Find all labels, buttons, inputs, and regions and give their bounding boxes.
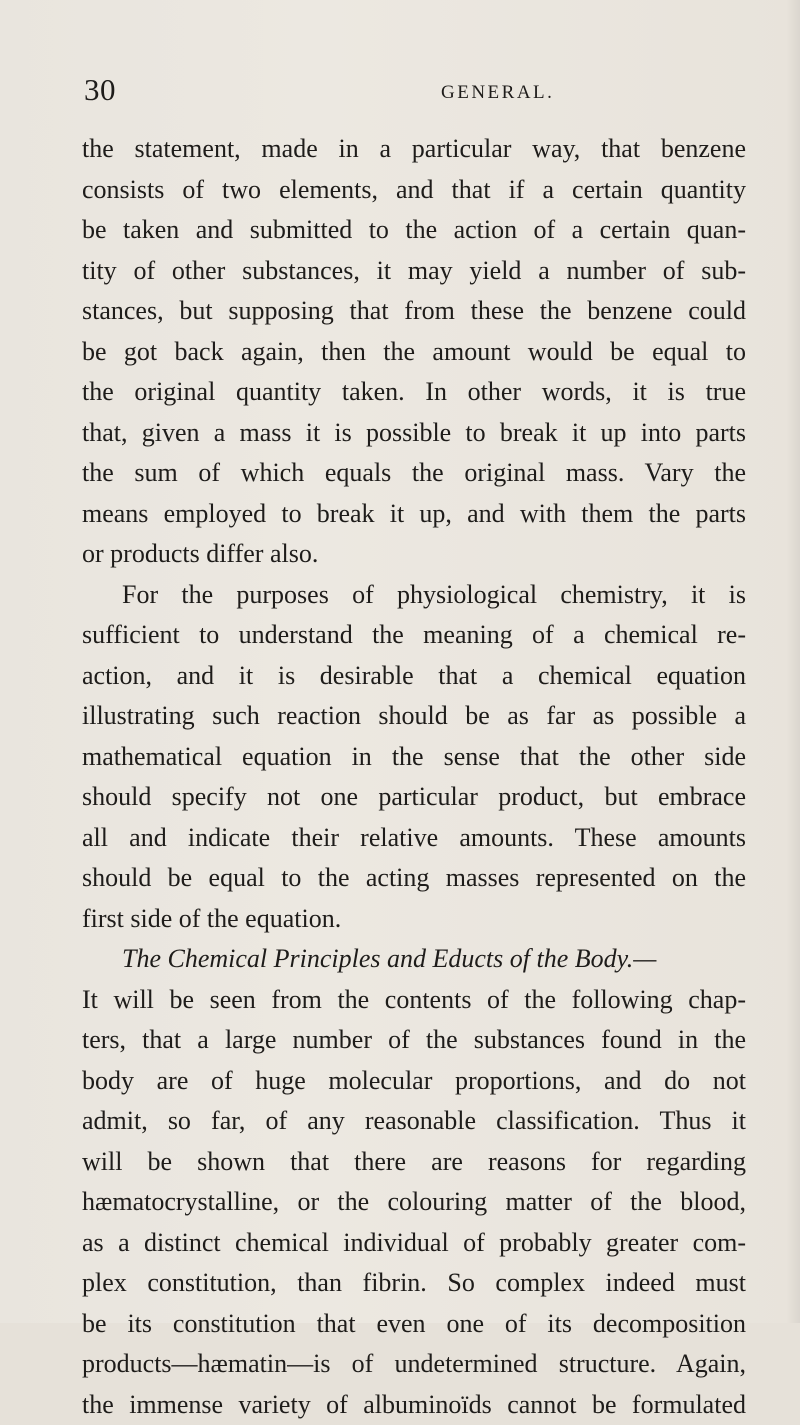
text-line: the immense variety of albuminoïds cannot be formulated — [82, 1385, 746, 1425]
body-text — [82, 129, 746, 1425]
text-line: illustrating such reaction should be as far as possible a — [82, 696, 746, 737]
page-header — [84, 72, 744, 112]
text-line: ters, that a large number of the substances found in the — [82, 1020, 746, 1061]
text-line: be its constitution that even one of its decomposition — [82, 1304, 746, 1345]
text-line: means employed to break it up, and with them the parts — [82, 494, 746, 535]
page-number: 30 — [84, 72, 116, 108]
text-line: that, given a mass it is possible to break it up into parts — [82, 413, 746, 454]
text-line: plex constitution, than fibrin. So complex indeed must — [82, 1263, 746, 1304]
text-line: sufficient to understand the meaning of a chemical re- — [82, 615, 746, 656]
text-line: admit, so far, of any reasonable classification. Thus it — [82, 1101, 746, 1142]
text-line: should be equal to the acting masses represented on the — [82, 858, 746, 899]
text-line: or products differ also. — [82, 534, 746, 575]
text-line: the statement, made in a particular way, that benzene — [82, 129, 746, 170]
section-heading: The Chemical Principles and Educts of the Body.— — [82, 939, 746, 980]
text-line: all and indicate their relative amounts. These amounts — [82, 818, 746, 859]
text-line: It will be seen from the contents of the following chap- — [82, 980, 746, 1021]
text-line: the original quantity taken. In other words, it is true — [82, 372, 746, 413]
text-line: should specify not one particular product, but embrace — [82, 777, 746, 818]
text-line: tity of other substances, it may yield a number of sub- — [82, 251, 746, 292]
text-line: the sum of which equals the original mass. Vary the — [82, 453, 746, 494]
text-line: stances, but supposing that from these the benzene could — [82, 291, 746, 332]
text-line: mathematical equation in the sense that the other side — [82, 737, 746, 778]
text-line: be taken and submitted to the action of a certain quan- — [82, 210, 746, 251]
text-line: as a distinct chemical individual of probably greater com- — [82, 1223, 746, 1264]
text-line: consists of two elements, and that if a certain quantity — [82, 170, 746, 211]
text-line: products—hæmatin—is of undetermined structure. Again, — [82, 1344, 746, 1385]
text-line: For the purposes of physiological chemistry, it is — [82, 575, 746, 616]
text-line: be got back again, then the amount would be equal to — [82, 332, 746, 373]
text-line: action, and it is desirable that a chemical equation — [82, 656, 746, 697]
page-edge-shadow — [786, 0, 800, 1323]
text-line: body are of huge molecular proportions, and do not — [82, 1061, 746, 1102]
running-head: GENERAL. — [441, 82, 554, 104]
text-line: will be shown that there are reasons for regarding — [82, 1142, 746, 1183]
text-line: first side of the equation. — [82, 899, 746, 940]
text-line: hæmatocrystalline, or the colouring matter of the blood, — [82, 1182, 746, 1223]
